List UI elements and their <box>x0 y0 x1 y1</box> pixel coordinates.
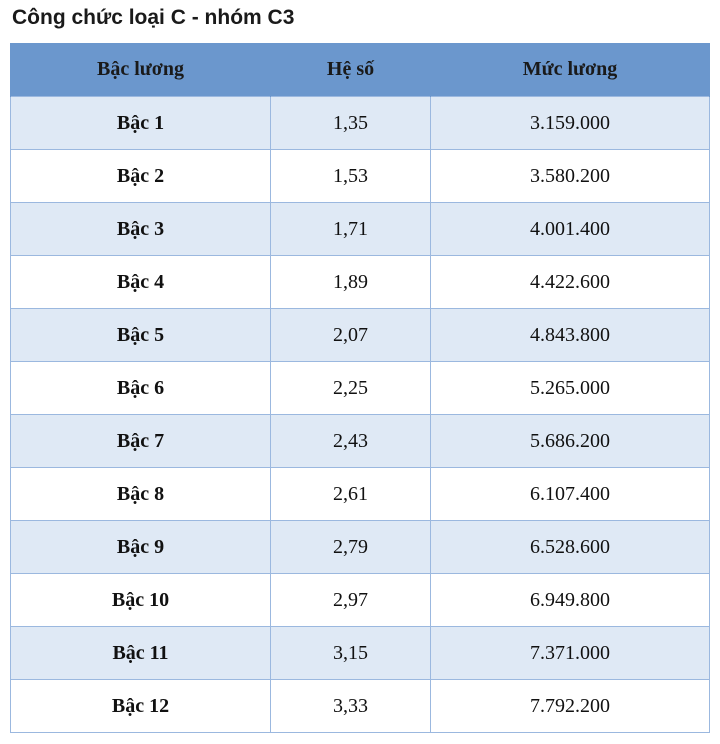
grade-cell: Bậc 6 <box>11 362 271 415</box>
salary-cell: 4.001.400 <box>431 203 710 256</box>
salary-table <box>10 43 710 733</box>
grade-cell: Bậc 5 <box>11 309 271 362</box>
grade-cell: Bậc 7 <box>11 415 271 468</box>
coefficient-cell: 3,33 <box>271 680 431 733</box>
page-title: Công chức loại C - nhóm C3 <box>12 6 295 29</box>
salary-cell: 4.422.600 <box>431 256 710 309</box>
table-row <box>11 680 710 733</box>
table-row <box>11 415 710 468</box>
coefficient-cell: 1,89 <box>271 256 431 309</box>
salary-cell: 4.843.800 <box>431 309 710 362</box>
table-row <box>11 203 710 256</box>
column-header-coefficient: Hệ số <box>271 43 431 97</box>
column-header-salary: Mức lương <box>431 43 710 97</box>
table-row <box>11 627 710 680</box>
table-row <box>11 256 710 309</box>
grade-cell: Bậc 1 <box>11 97 271 150</box>
salary-cell: 5.265.000 <box>431 362 710 415</box>
salary-cell: 6.107.400 <box>431 468 710 521</box>
grade-cell: Bậc 8 <box>11 468 271 521</box>
grade-cell: Bậc 2 <box>11 150 271 203</box>
table-row <box>11 574 710 627</box>
salary-cell: 6.949.800 <box>431 574 710 627</box>
salary-cell: 6.528.600 <box>431 521 710 574</box>
grade-cell: Bậc 12 <box>11 680 271 733</box>
coefficient-cell: 3,15 <box>271 627 431 680</box>
table-header-row <box>11 43 710 97</box>
salary-cell: 3.159.000 <box>431 97 710 150</box>
coefficient-cell: 2,61 <box>271 468 431 521</box>
table-row <box>11 309 710 362</box>
table-row <box>11 521 710 574</box>
salary-cell: 7.371.000 <box>431 627 710 680</box>
column-header-grade: Bậc lương <box>11 43 271 97</box>
grade-cell: Bậc 10 <box>11 574 271 627</box>
table-header <box>11 43 710 97</box>
grade-cell: Bậc 9 <box>11 521 271 574</box>
grade-cell: Bậc 3 <box>11 203 271 256</box>
coefficient-cell: 2,25 <box>271 362 431 415</box>
coefficient-cell: 1,53 <box>271 150 431 203</box>
table-row <box>11 362 710 415</box>
grade-cell: Bậc 11 <box>11 627 271 680</box>
table-body <box>11 97 710 733</box>
table-row <box>11 150 710 203</box>
table-row <box>11 468 710 521</box>
coefficient-cell: 1,71 <box>271 203 431 256</box>
coefficient-cell: 2,97 <box>271 574 431 627</box>
salary-cell: 5.686.200 <box>431 415 710 468</box>
coefficient-cell: 1,35 <box>271 97 431 150</box>
table-row <box>11 97 710 150</box>
salary-cell: 7.792.200 <box>431 680 710 733</box>
coefficient-cell: 2,07 <box>271 309 431 362</box>
salary-cell: 3.580.200 <box>431 150 710 203</box>
grade-cell: Bậc 4 <box>11 256 271 309</box>
coefficient-cell: 2,43 <box>271 415 431 468</box>
coefficient-cell: 2,79 <box>271 521 431 574</box>
